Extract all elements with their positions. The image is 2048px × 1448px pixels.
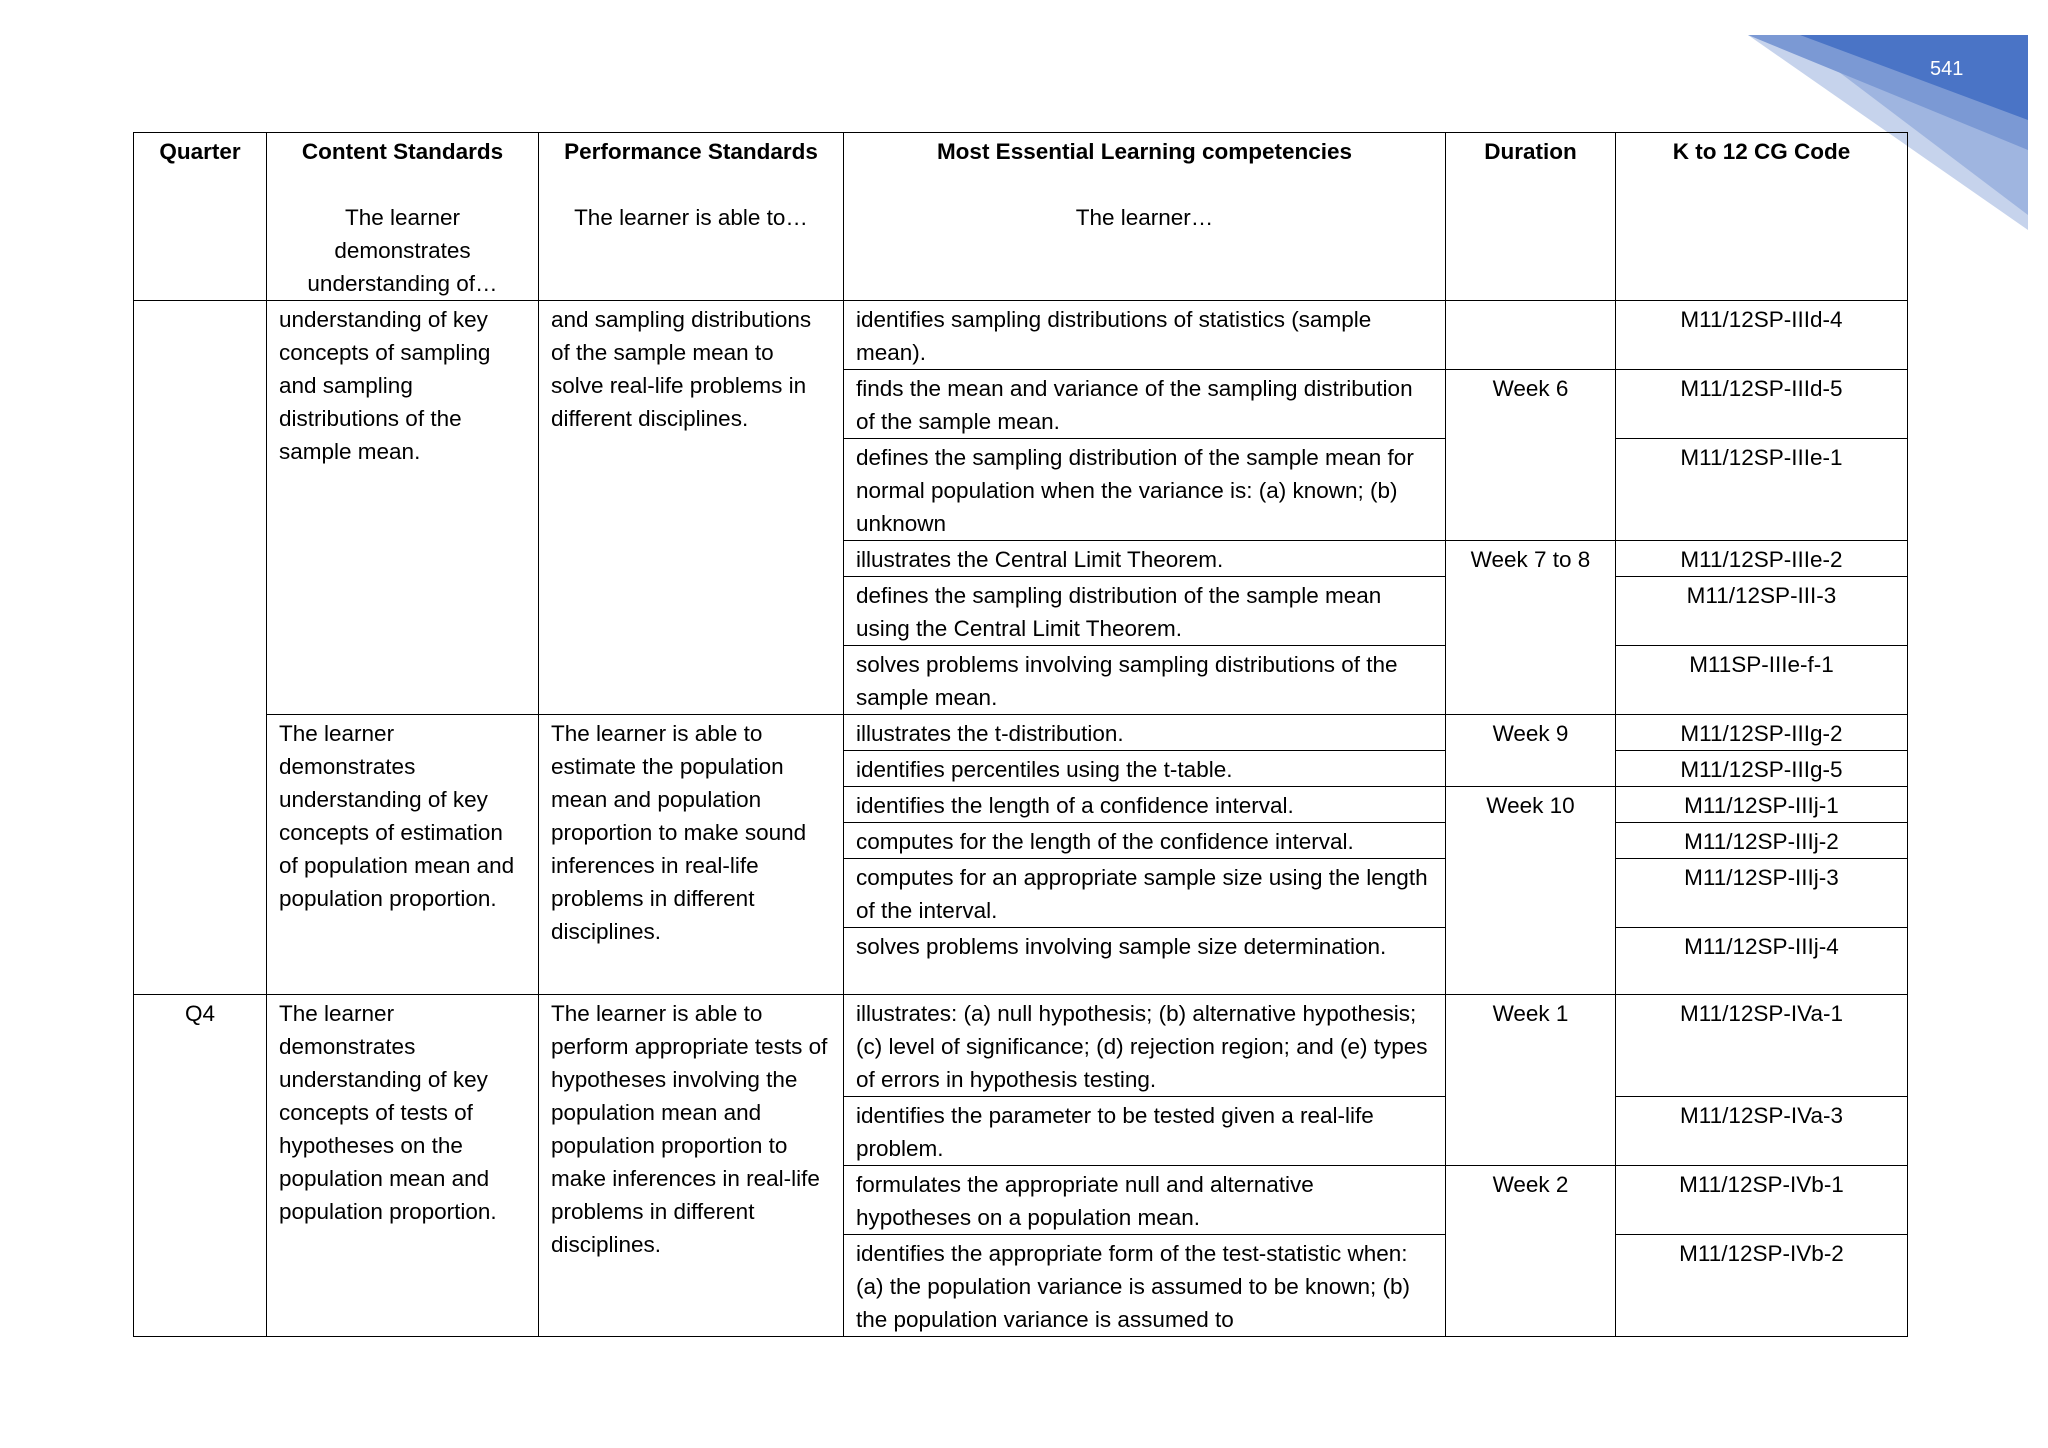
competency-cell: computes for the length of the confidence interval. (844, 823, 1446, 859)
duration-cell: Week 9 (1446, 715, 1616, 787)
header-duration: Duration (1446, 133, 1616, 301)
cg-code-cell: M11/12SP-IIIe-1 (1616, 439, 1908, 541)
performance-standard-cell: The learner is able to estimate the population mean and population proportion to make sound inferences in real-life problems in different disciplines. (539, 715, 844, 995)
cg-code-cell: M11/12SP-IVa-1 (1616, 995, 1908, 1097)
page-number: 541 (1930, 58, 1964, 80)
header-performance-standards: Performance Standards The learner is able to… (539, 133, 844, 301)
cg-code-cell: M11/12SP-IIIg-5 (1616, 751, 1908, 787)
duration-cell: Week 10 (1446, 787, 1616, 995)
header-quarter: Quarter (134, 133, 267, 301)
competency-cell: defines the sampling distribution of the sample mean using the Central Limit Theorem. (844, 577, 1446, 646)
competency-table (133, 132, 1908, 1337)
competency-cell: solves problems involving sample size determination. (844, 928, 1446, 995)
quarter-cell (134, 301, 267, 995)
performance-standard-cell: The learner is able to perform appropriate tests of hypotheses involving the population mean and population proportion to make inferences in real-life problems in different disciplines. (539, 995, 844, 1337)
cg-code-cell: M11/12SP-IVb-2 (1616, 1235, 1908, 1337)
cg-code-cell: M11/12SP-IVa-3 (1616, 1097, 1908, 1166)
cg-code-cell: M11SP-IIIe-f-1 (1616, 646, 1908, 715)
quarter-cell: Q4 (134, 995, 267, 1337)
competency-cell: illustrates the t-distribution. (844, 715, 1446, 751)
cg-code-cell: M11/12SP-IIId-5 (1616, 370, 1908, 439)
duration-cell: Week 1 (1446, 995, 1616, 1166)
table-row (134, 715, 1908, 751)
cg-code-cell: M11/12SP-IIId-4 (1616, 301, 1908, 370)
cg-code-cell: M11/12SP-IIIj-2 (1616, 823, 1908, 859)
competency-cell: defines the sampling distribution of the sample mean for normal population when the variance is: (a) known; (b) unknown (844, 439, 1446, 541)
content-standard-cell: The learner demonstrates understanding of key concepts of estimation of population mean and population proportion. (267, 715, 539, 995)
cg-code-cell: M11/12SP-IIIg-2 (1616, 715, 1908, 751)
duration-cell: Week 2 (1446, 1166, 1616, 1337)
header-content-standards: Content Standards The learner demonstrates understanding of… (267, 133, 539, 301)
cg-code-cell: M11/12SP-IIIj-3 (1616, 859, 1908, 928)
competency-cell: formulates the appropriate null and alternative hypotheses on a population mean. (844, 1166, 1446, 1235)
content-standard-cell: understanding of key concepts of sampling and sampling distributions of the sample mean. (267, 301, 539, 715)
competency-cell: finds the mean and variance of the sampling distribution of the sample mean. (844, 370, 1446, 439)
competency-cell: identifies sampling distributions of statistics (sample mean). (844, 301, 1446, 370)
table-row (134, 995, 1908, 1097)
competency-cell: identifies the appropriate form of the test-statistic when: (a) the population variance is assumed to be known; (b) the population variance is assumed to (844, 1235, 1446, 1337)
header-competencies: Most Essential Learning competencies The learner… (844, 133, 1446, 301)
competency-cell: illustrates: (a) null hypothesis; (b) alternative hypothesis; (c) level of significance; (d) rejection region; and (e) types of errors in hypothesis testing. (844, 995, 1446, 1097)
competency-cell: identifies the length of a confidence interval. (844, 787, 1446, 823)
header-row (134, 133, 1908, 301)
cg-code-cell: M11/12SP-III-3 (1616, 577, 1908, 646)
cg-code-cell: M11/12SP-IIIj-4 (1616, 928, 1908, 995)
table-row (134, 301, 1908, 370)
competency-cell: identifies percentiles using the t-table. (844, 751, 1446, 787)
competency-cell: solves problems involving sampling distributions of the sample mean. (844, 646, 1446, 715)
header-cg-code: K to 12 CG Code (1616, 133, 1908, 301)
performance-standard-cell: and sampling distributions of the sample mean to solve real-life problems in different disciplines. (539, 301, 844, 715)
duration-cell: Week 6 (1446, 370, 1616, 541)
duration-cell: Week 7 to 8 (1446, 541, 1616, 715)
content-standard-cell: The learner demonstrates understanding of key concepts of tests of hypotheses on the population mean and population proportion. (267, 995, 539, 1337)
competency-cell: identifies the parameter to be tested given a real-life problem. (844, 1097, 1446, 1166)
cg-code-cell: M11/12SP-IIIe-2 (1616, 541, 1908, 577)
cg-code-cell: M11/12SP-IVb-1 (1616, 1166, 1908, 1235)
competency-cell: computes for an appropriate sample size using the length of the interval. (844, 859, 1446, 928)
duration-cell (1446, 301, 1616, 370)
competency-cell: illustrates the Central Limit Theorem. (844, 541, 1446, 577)
cg-code-cell: M11/12SP-IIIj-1 (1616, 787, 1908, 823)
